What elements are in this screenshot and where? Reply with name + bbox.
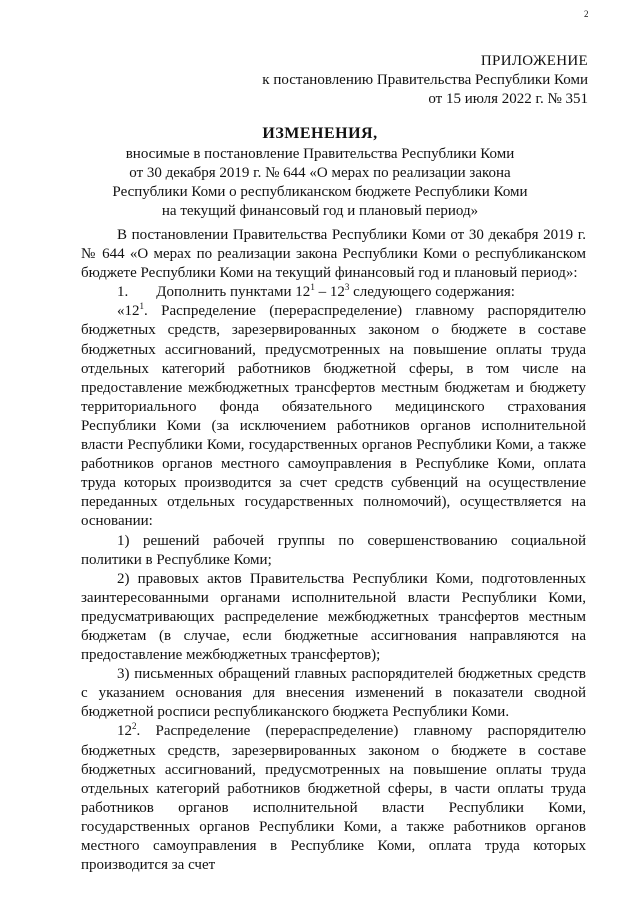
paragraph-12-2-sup: 2: [132, 721, 137, 732]
intro-paragraph: В постановлении Правительства Республики Коми от 30 декабря 2019 г. № 644 «О мерах по реализации закона Республики Коми о республиканском бюджете Республики Коми на текущий финансовый год и плановый период»:: [81, 227, 586, 282]
paragraph-12-2: [81, 722, 586, 875]
paragraph-12-2-text: . Распределение (перераспределение) главному распорядителю бюджетных средств, зарезервированных законом о бюджете в составе бюджетных ассигнований, предусмотренных на повышение оплаты труда отдельных категорий работников бюджетной сферы, в части оплаты труда работников органов исполнительной власти Республики Коми, государственных органов Республики Коми, а также работников органов местного самоуправления в Республике Коми, оплата труда которых производится за счет: [81, 723, 586, 874]
document-heading: [80, 124, 560, 221]
appendix-header: [262, 52, 588, 109]
subitem-2: 2) правовых актов Правительства Республики Коми, подготовленных заинтересованными органами исполнительной власти Республики Коми, предусматривающих распределение межбюджетных трансфертов местным бюджетам (в случае, если бюджетные ассигнования направляются на предоставление межбюджетных трансфертов);: [81, 570, 586, 664]
appendix-label: ПРИЛОЖЕНИЕ: [480, 53, 588, 69]
page-number: 2: [584, 9, 589, 19]
document-body: [81, 226, 586, 875]
item-1-text-b: – 12: [314, 284, 345, 301]
appendix-line-2: от 15 июля 2022 г. № 351: [428, 91, 588, 107]
appendix-line-1: к постановлению Правительства Республики Коми: [262, 72, 588, 88]
document-title: ИЗМЕНЕНИЯ,: [262, 125, 378, 142]
heading-line-4: на текущий финансовый год и плановый период»: [161, 203, 479, 219]
heading-line-1: вносимые в постановление Правительства Республики Коми: [125, 146, 515, 162]
heading-line-2: от 30 декабря 2019 г. № 644 «О мерах по реализации закона: [129, 165, 511, 181]
item-1-sup-a: 1: [310, 282, 315, 293]
item-1-text-a: Дополнить пунктами 12: [156, 284, 311, 301]
paragraph-12-2-prefix: 12: [117, 723, 132, 740]
item-1-text-c: следующего содержания:: [349, 284, 515, 301]
item-1-paragraph: [81, 283, 586, 302]
paragraph-12-1-sup: 1: [139, 301, 144, 312]
item-1-number: 1.: [117, 284, 129, 301]
heading-line-3: Республики Коми о республиканском бюджете Республики Коми: [112, 184, 528, 200]
subitem-1: 1) решений рабочей группы по совершенствованию социальной политики в Республике Коми;: [81, 532, 586, 568]
subitem-3: 3) письменных обращений главных распорядителей бюджетных средств с указанием основания для внесения изменений в показатели сводной бюджетной росписи республиканского бюджета Республики Коми.: [81, 666, 586, 721]
paragraph-12-1-prefix: «12: [117, 303, 140, 320]
item-1-sup-b: 3: [344, 282, 350, 293]
paragraph-12-1: [81, 302, 586, 531]
paragraph-12-1-text: . Распределение (перераспределение) главному распорядителю бюджетных средств, зарезервированных законом о бюджете в составе бюджетных ассигнований, предусмотренных на повышение оплаты труда отдельных категорий работников бюджетной сферы, в том числе на предоставление межбюджетных трансфертов местным бюджетам и бюджету территориального фонда обязательного медицинского страхования Республики Коми (за исключением работников органов исполнительной власти Республики Коми, государственных органов Республики Коми, а также работников органов местного самоуправления в Республике Коми, оплата труда которых производится за счет средств субвенций на осуществление переданных отдельных государственных полномочий), осуществляется на основании:: [81, 303, 586, 530]
